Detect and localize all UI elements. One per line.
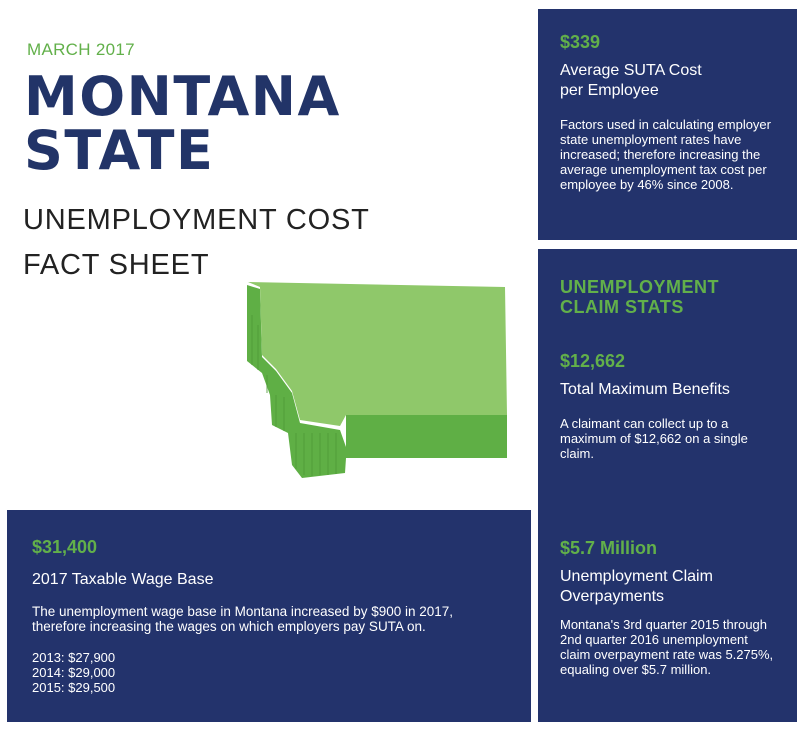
wage-base-value: $31,400 [32,537,98,557]
wage-base-label: 2017 Taxable Wage Base [32,571,214,588]
claim-stats-panel [538,249,797,722]
suta-label-line-1: Average SUTA Cost [560,62,702,79]
wage-year-2013: 2013: $27,900 [32,650,116,665]
title-line-2: STATE [24,119,215,182]
overpayments-value: $5.7 Million [560,538,658,558]
wage-base-history [32,650,506,695]
claim-heading-line-1: UNEMPLOYMENT [560,277,719,297]
overpayments-label [560,567,775,607]
overpayments-label-line-1: Unemployment Claim [560,568,713,585]
suta-label-line-2: per Employee [560,82,659,99]
overpayments-description: Montana's 3rd quarter 2015 through 2nd quarter 2016 unemployment claim overpayment rate was 5.275%, equaling over $5.7 million. [560,617,774,677]
wage-base-panel [7,510,531,722]
subtitle-line-2: FACT SHEET [23,249,210,281]
max-benefits-value: $12,662 [560,351,626,371]
wage-year-2014: 2014: $29,000 [32,665,116,680]
max-benefits-description: A claimant can collect up to a maximum of $12,662 on a single claim. [560,416,748,461]
suta-cost-value: $339 [560,32,601,52]
suta-cost-description: Factors used in calculating employer state unemployment rates have increased; therefore increasing the average unemployment tax cost per employee by 46% since 2008. [560,117,771,192]
wage-base-description: The unemployment wage base in Montana increased by $900 in 2017, therefore increasing the wages on which employers pay SUTA on. [32,604,454,634]
page-title [24,65,341,182]
claim-heading-line-2: CLAIM STATS [560,297,684,317]
overpayments-label-line-2: Overpayments [560,588,665,605]
wage-year-2015: 2015: $29,500 [32,680,116,695]
claim-stats-heading [560,277,775,317]
max-benefits-label: Total Maximum Benefits [560,381,730,398]
title-line-1: MONTANA [24,65,341,128]
max-benefits-block [560,350,775,461]
suta-cost-panel [538,9,797,240]
report-date: MARCH 2017 [27,40,135,59]
map-front-face [346,415,507,458]
subtitle-line-1: UNEMPLOYMENT COST [23,204,370,236]
suta-cost-label [560,61,775,101]
overpayments-block [560,537,775,677]
montana-map-illustration [240,275,512,485]
